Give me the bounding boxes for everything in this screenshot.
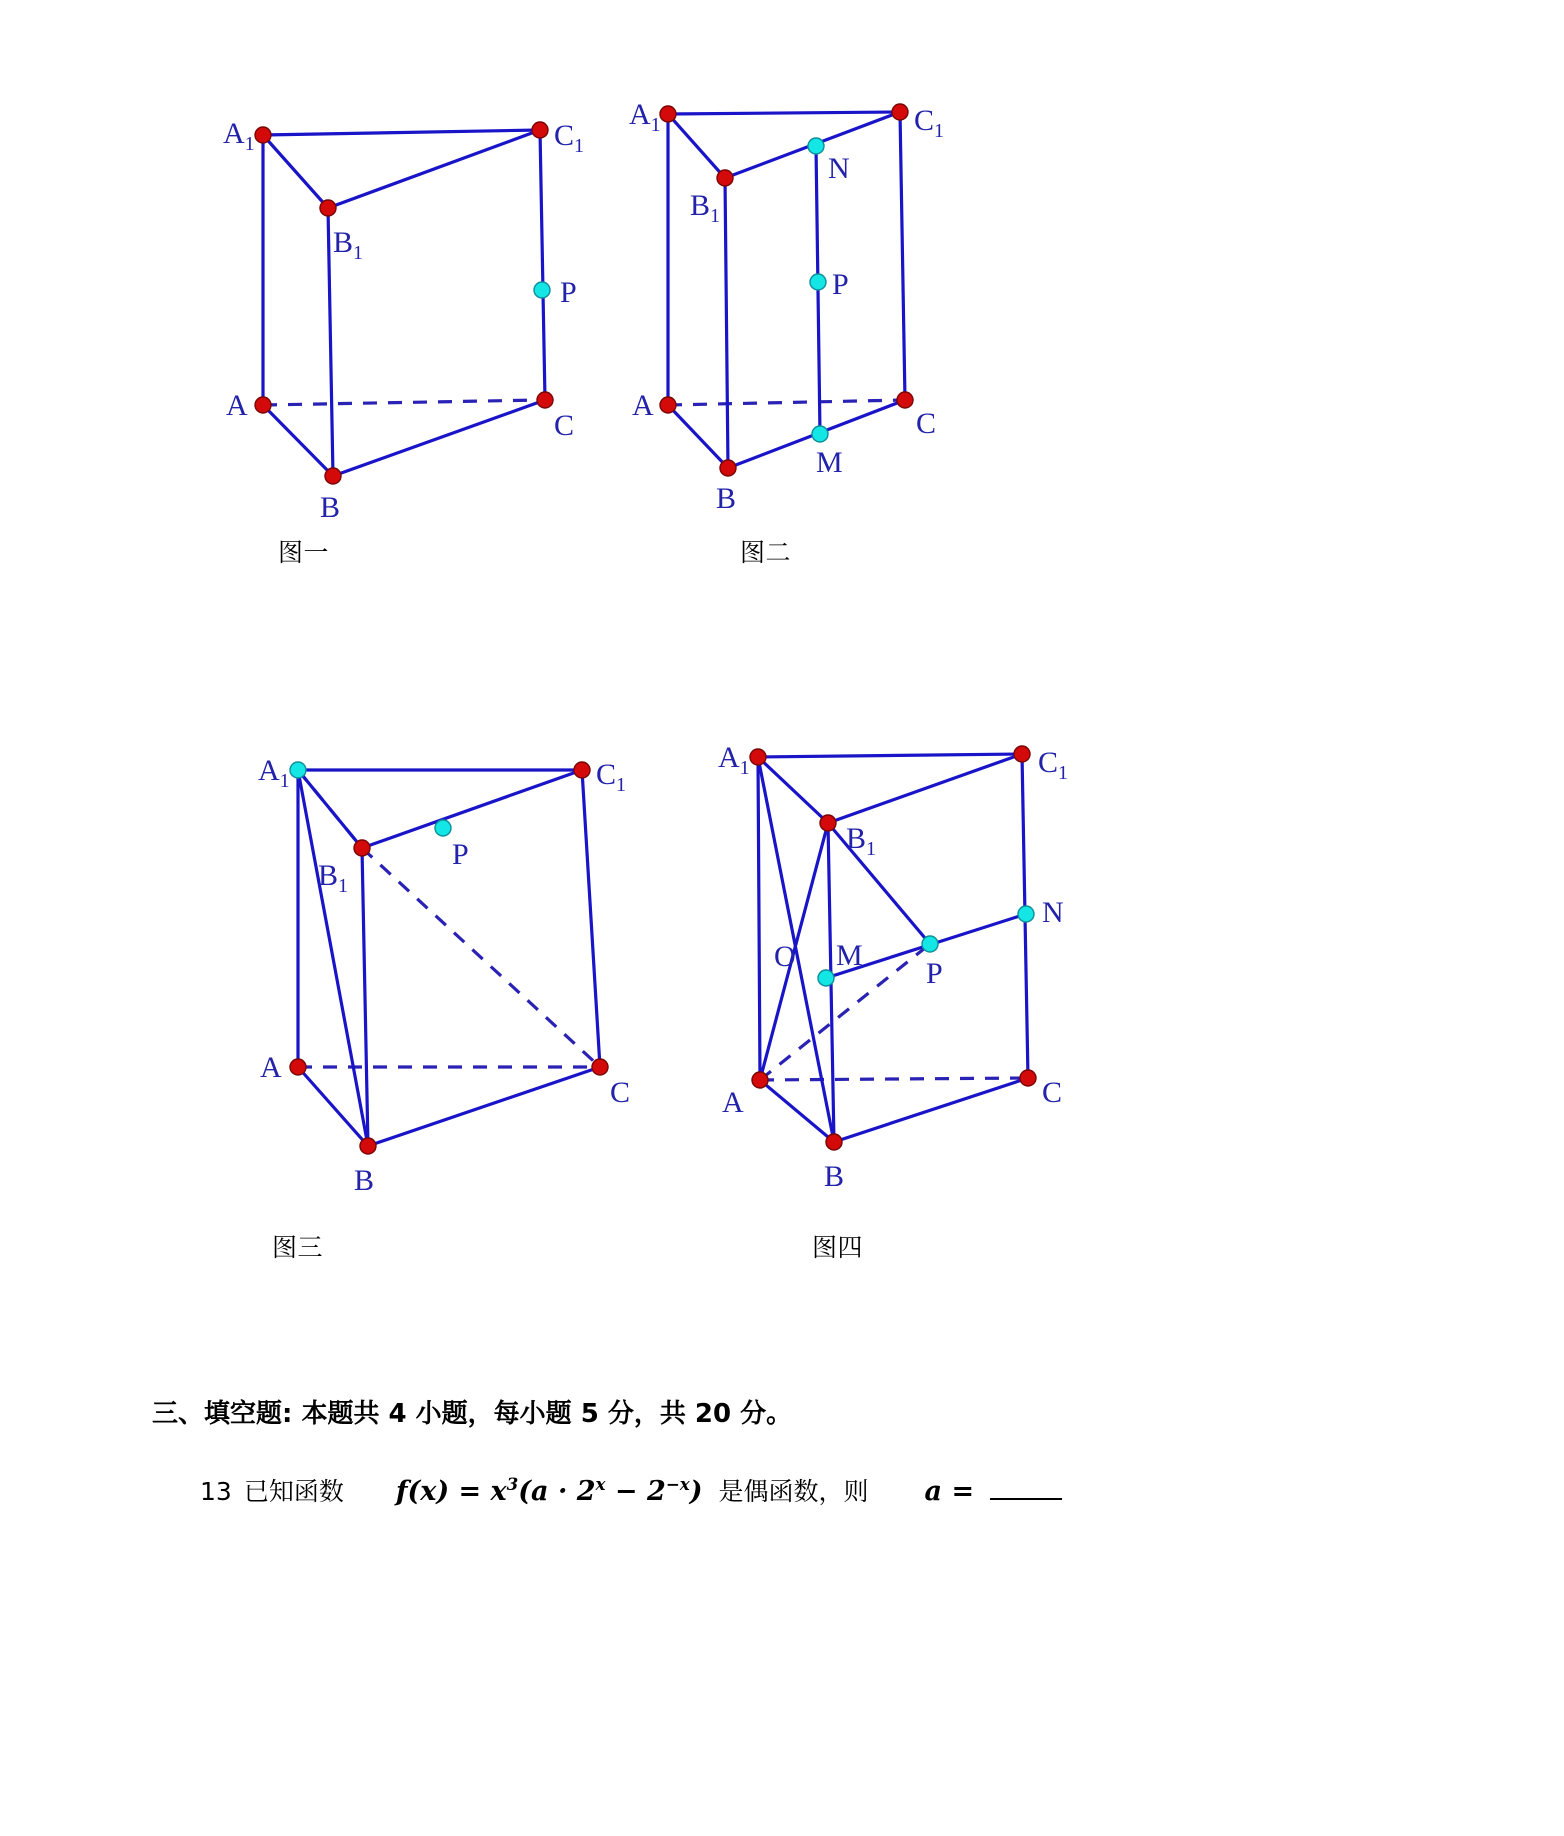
figure-three-svg: [240, 740, 660, 1200]
section-heading: 三、填空题: 本题共 4 小题，每小题 5 分，共 20 分。: [152, 1399, 793, 1429]
vertex-P: [922, 936, 938, 952]
label-C: C: [916, 407, 937, 440]
figure-two: [620, 90, 980, 520]
formula-exponent-1: 3: [506, 1474, 519, 1494]
formula-exponent-3: −x: [665, 1474, 690, 1494]
edge-A1-A: [758, 757, 760, 1080]
edge-C1-C: [900, 112, 905, 400]
label-C1: $C_1$: [914, 104, 945, 142]
vertex-P: [435, 820, 451, 836]
label-A1: $A_1$: [258, 754, 290, 792]
label-B1: $B_1$: [690, 189, 721, 227]
edge-B1-B: [362, 848, 368, 1146]
formula-part-2: (a · 2: [518, 1476, 596, 1507]
label-B1: $B_1$: [846, 822, 877, 860]
vertex-C1: [574, 762, 590, 778]
vertex-M: [818, 970, 834, 986]
figure-one-caption: 图一: [278, 538, 330, 567]
vertex-C: [1020, 1070, 1036, 1086]
vertex-C: [897, 392, 913, 408]
vertex-B: [360, 1138, 376, 1154]
question-stem-before: 已知函数: [243, 1477, 344, 1506]
vertex-C: [537, 392, 553, 408]
label-O: O: [774, 940, 796, 973]
formula-part-3: − 2: [605, 1476, 666, 1507]
vertex-A1: [750, 749, 766, 765]
edge-B1-P: [828, 823, 930, 944]
edge-A-C: [760, 1078, 1028, 1080]
figure-four-caption: 图四: [812, 1233, 864, 1262]
vertex-N: [808, 138, 824, 154]
edge-B1-C: [362, 848, 600, 1067]
label-P: P: [926, 957, 943, 990]
label-C1: $C_1$: [1038, 746, 1069, 784]
label-P: P: [452, 838, 469, 871]
label-C1: $C_1$: [554, 119, 585, 157]
question-number: 13: [200, 1477, 232, 1506]
edge-A-B: [263, 405, 333, 476]
label-C1: $C_1$: [596, 758, 627, 796]
figure-three-caption: 图三: [272, 1233, 324, 1262]
question-stem-after: 是偶函数，则: [718, 1477, 869, 1506]
figure-two-svg: [620, 90, 980, 520]
label-B: B: [320, 491, 341, 524]
vertex-A1: [255, 127, 271, 143]
vertex-B: [720, 460, 736, 476]
label-B1: $B_1$: [318, 859, 349, 897]
vertex-A1: [660, 106, 676, 122]
edge-A1-B1: [263, 135, 328, 208]
figure-three: [240, 740, 660, 1200]
edge-A1-B1: [298, 770, 362, 848]
label-P: P: [560, 276, 577, 309]
formula-exponent-2: x: [595, 1474, 606, 1494]
vertex-A: [660, 397, 676, 413]
edge-C1-C: [582, 770, 600, 1067]
vertex-B1: [717, 170, 733, 186]
edge-C1-C: [540, 130, 545, 400]
label-B: B: [824, 1160, 845, 1193]
label-B: B: [716, 482, 737, 515]
vertex-B1: [320, 200, 336, 216]
edge-A-C: [668, 400, 905, 405]
vertex-P: [810, 274, 826, 290]
label-N: N: [1042, 896, 1064, 929]
label-P: P: [832, 268, 849, 301]
vertex-M: [812, 426, 828, 442]
vertex-A: [752, 1072, 768, 1088]
label-C: C: [1042, 1076, 1063, 1109]
vertex-A: [290, 1059, 306, 1075]
edge-A-B: [668, 405, 728, 468]
label-A1: $A_1$: [718, 741, 750, 779]
label-A: A: [260, 1051, 282, 1084]
figure-one-svg: [200, 90, 620, 524]
label-B: B: [354, 1164, 375, 1197]
edge-A1-B1: [668, 114, 725, 178]
label-C: C: [554, 409, 575, 442]
edge-B-C: [333, 400, 545, 476]
vertex-N: [1018, 906, 1034, 922]
label-A: A: [226, 389, 248, 422]
label-M: M: [836, 939, 863, 972]
edge-A1-C1: [758, 754, 1022, 757]
formula-part-1: f(x) = x: [395, 1476, 507, 1507]
vertex-A: [255, 397, 271, 413]
vertex-B1: [820, 815, 836, 831]
edge-A1-C1: [263, 130, 540, 135]
answer-blank[interactable]: [990, 1497, 1062, 1500]
formula-part-4: ): [689, 1476, 703, 1507]
figure-four: [710, 730, 1100, 1200]
vertex-B: [826, 1134, 842, 1150]
vertex-P: [534, 282, 550, 298]
edge-B-C: [834, 1078, 1028, 1142]
edge-B-C: [368, 1067, 600, 1146]
figure-one: [200, 90, 620, 524]
label-A1: $A_1$: [223, 117, 255, 155]
edge-A1-C1: [668, 112, 900, 114]
vertex-C: [592, 1059, 608, 1075]
vertex-A1: [290, 762, 306, 778]
figure-two-caption: 图二: [740, 538, 792, 567]
vertex-B1: [354, 840, 370, 856]
edge-A1-B: [298, 770, 368, 1146]
edge-B1-C1: [362, 770, 582, 848]
vertex-C1: [532, 122, 548, 138]
answer-variable: a =: [924, 1476, 975, 1507]
question-13: [200, 1472, 1062, 1508]
edge-A-C: [263, 400, 540, 405]
label-A1: $A_1$: [629, 98, 661, 136]
vertex-C1: [1014, 746, 1030, 762]
label-A: A: [632, 389, 654, 422]
label-A: A: [722, 1086, 744, 1119]
formula-fx: [396, 1474, 703, 1507]
edge-B1-C1: [828, 754, 1022, 823]
edge-B1-B: [725, 178, 728, 468]
label-M: M: [816, 446, 843, 479]
label-C: C: [610, 1076, 631, 1109]
figure-four-svg: [710, 730, 1100, 1200]
edge-A-B: [298, 1067, 368, 1146]
vertex-B: [325, 468, 341, 484]
label-B1: $B_1$: [333, 226, 364, 264]
edge-B1-C1: [328, 130, 540, 208]
label-N: N: [828, 152, 850, 185]
vertex-C1: [892, 104, 908, 120]
